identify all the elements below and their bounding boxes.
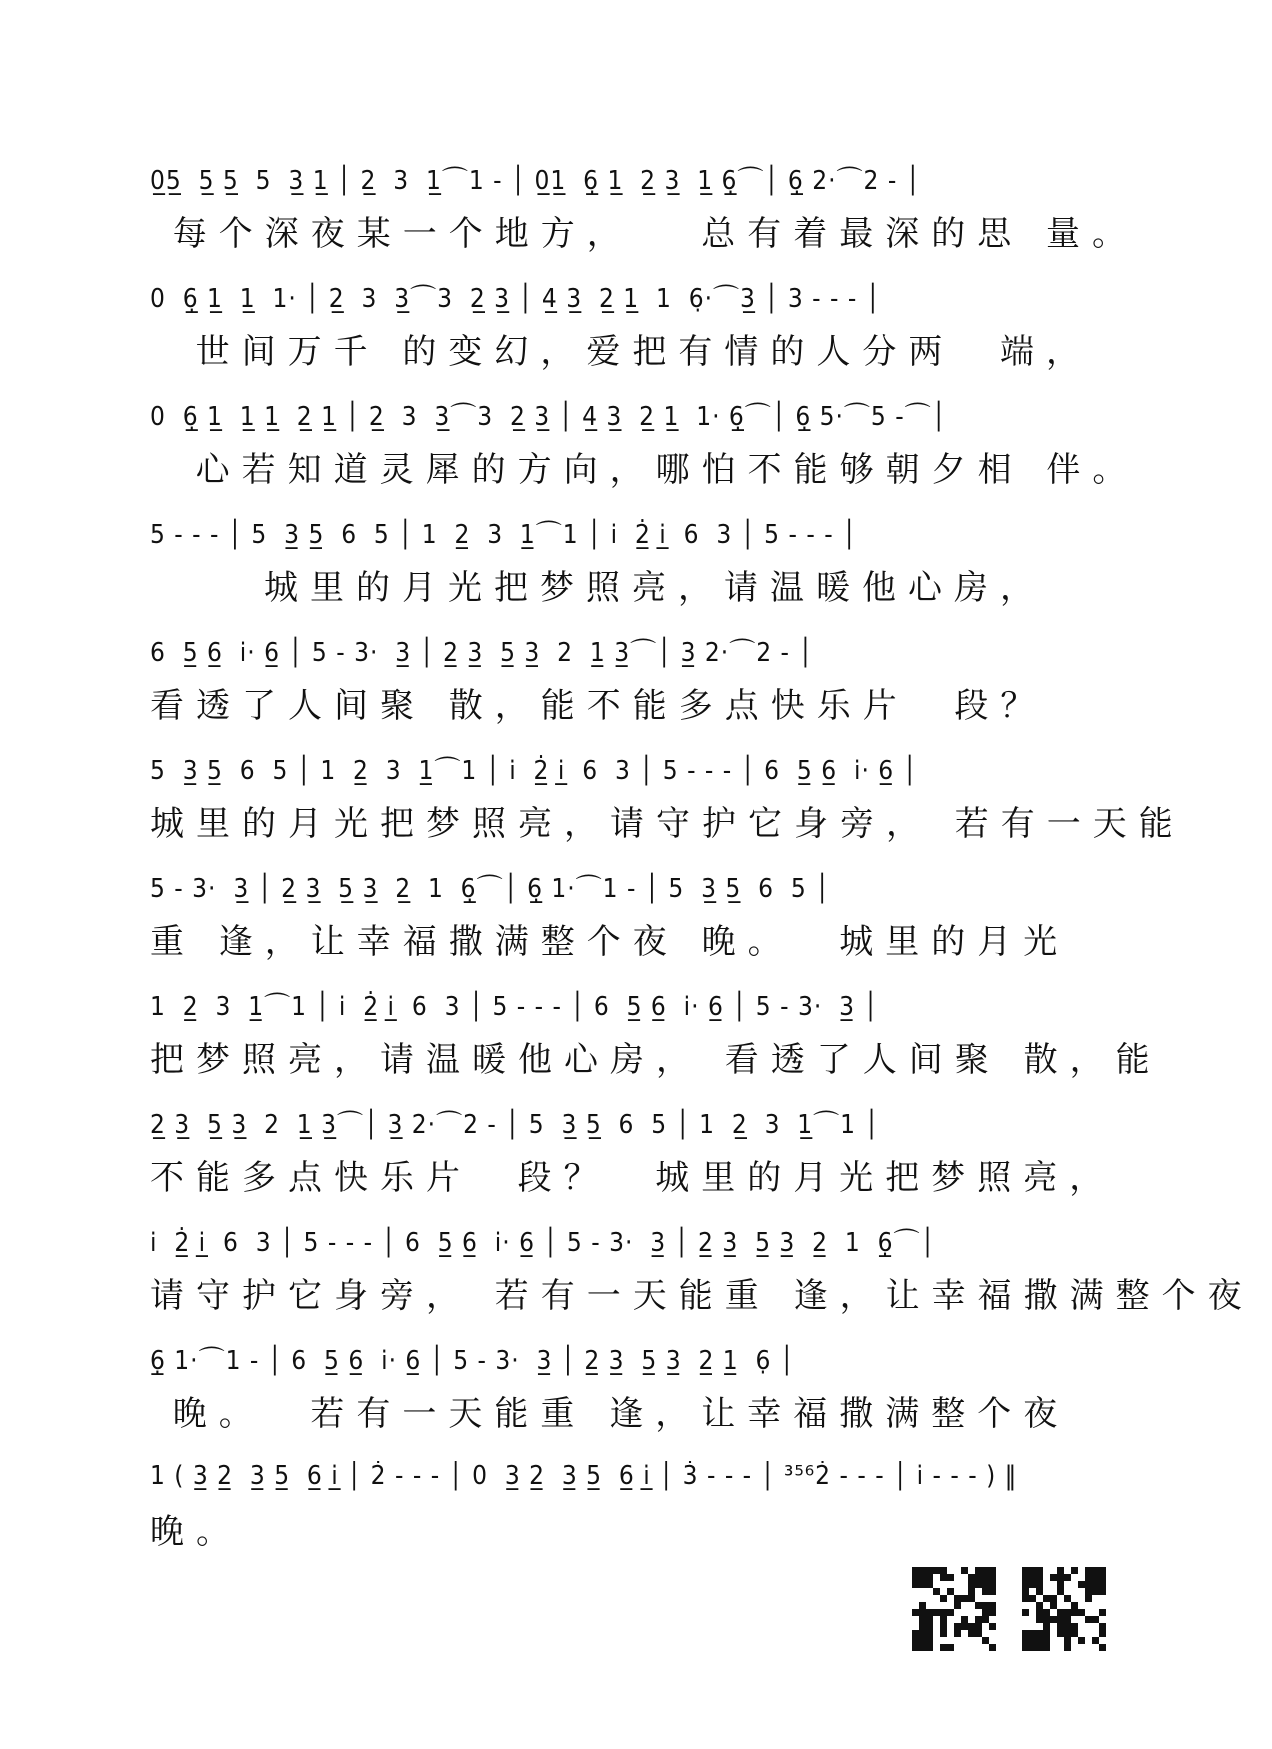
notation-line-9: [150, 1102, 1130, 1142]
score-system-4: [150, 504, 1130, 622]
lyrics-line-2: 世间万千 的变幻，爱把有情的人分两 端，: [150, 332, 1093, 372]
score-system-7: [150, 858, 1130, 976]
notation-text: 5 3̲ 5̲ 6 5 │ 1 2̲ 3 1̲⌒1 │ i̇ 2̲̇ i̲̇ 6 3 │ 5 - - - │ 6 5̲ 6̲ i̇· 6̲ │: [150, 755, 918, 786]
lyrics-line-1: 每个深夜某一个地方， 总有着最深的思 量。: [150, 214, 1139, 254]
score-system-6: [150, 740, 1185, 858]
score-system-8: [150, 976, 1162, 1094]
lyrics-line-4: 城里的月光把梦照亮，请温暖他心房，: [150, 568, 1047, 608]
notation-text: 6 5̲ 6̲ i̇· 6̲ │ 5 - 3· 3̲ │ 2̲ 3̲ 5̲ 3̲ 2 1̲ 3̲⌒│ 3̲ 2·⌒2 - │: [150, 637, 814, 668]
notation-line-3: [150, 394, 1130, 434]
notation-line-7: [150, 866, 1130, 906]
lyrics-line-9: 不能多点快乐片 段？ 城里的月光把梦照亮，: [150, 1158, 1116, 1198]
notation-text: 0 6̣̲ 1̲ 1̲ 1· │ 2̲ 3 3̲⌒3 2̲ 3̲ │ 4̲ 3̲ 2̲ 1̲ 1 6̣·⌒3̲ │ 3 - - - │: [150, 283, 881, 314]
notation-line-4: [150, 512, 1130, 552]
lyrics-line-12: 晚。: [150, 1512, 242, 1552]
notation-line-10: [150, 1220, 1130, 1260]
notation-line-8: [150, 984, 1130, 1024]
notation-line-5: [150, 630, 1130, 670]
score-system-2: [150, 268, 1130, 386]
notation-line-2: [150, 276, 1130, 316]
notation-text: 2̲ 3̲ 5̲ 3̲ 2 1̲ 3̲⌒│ 3̲ 2·⌒2 - │ 5 3̲ 5̲ 6 5 │ 1 2̲ 3 1̲⌒1 │: [150, 1109, 880, 1140]
score-system-9: [150, 1094, 1130, 1212]
qr-code-left: [912, 1567, 996, 1651]
notation-line-11: [150, 1338, 1130, 1378]
score-sheet: [150, 150, 1254, 1566]
notation-text: 0 6̣̲ 1̲ 1̲ 1̲ 2̲ 1̲ │ 2̲ 3 3̲⌒3 2̲ 3̲ │ 4̲ 3̲ 2̲ 1̲ 1· 6̣̲⌒│ 6̣̲ 5·⌒5 -⌒│: [150, 401, 947, 432]
lyrics-line-6: 城里的月光把梦照亮，请守护它身旁， 若有一天能: [150, 804, 1185, 844]
notation-line-12: [150, 1456, 1130, 1496]
qr-code-icon: [912, 1567, 996, 1651]
score-system-5: [150, 622, 1130, 740]
score-system-1: [150, 150, 1139, 268]
qr-code-right: [1022, 1567, 1106, 1651]
lyrics-line-8: 把梦照亮，请温暖他心房， 看透了人间聚 散，能: [150, 1040, 1162, 1080]
notation-text: 6̣̲ 1·⌒1 - │ 6 5̲ 6̲ i̇· 6̲ │ 5 - 3· 3̲ │ 2̲ 3̲ 5̲ 3̲ 2̲ 1̲ 6̣ │: [150, 1345, 795, 1376]
score-system-10: [150, 1212, 1254, 1330]
lyrics-line-3: 心若知道灵犀的方向，哪怕不能够朝夕相 伴。: [150, 450, 1139, 490]
notation-text: i̇ 2̲̇ i̲̇ 6 3 │ 5 - - - │ 6 5̲ 6̲ i̇· 6̲ │ 5 - 3· 3̲ │ 2̲ 3̲ 5̲ 3̲ 2̲ 1 6̣̲⌒│: [150, 1227, 936, 1258]
notation-text: 5 - 3· 3̲ │ 2̲ 3̲ 5̲ 3̲ 2̲ 1 6̣̲⌒│ 6̣̲ 1·⌒1 - │ 5 3̲ 5̲ 6 5 │: [150, 873, 831, 904]
notation-line-1: [150, 158, 1130, 198]
score-system-3: [150, 386, 1139, 504]
lyrics-line-5: 看透了人间聚 散，能不能多点快乐片 段？: [150, 686, 1047, 726]
lyrics-line-11: 晚。 若有一天能重 逢，让幸福撒满整个夜: [150, 1394, 1070, 1434]
score-system-11: [150, 1330, 1130, 1448]
notation-text: 0̲5̲ 5̲ 5̲ 5 3̲ 1̲ │ 2̲ 3 1̲⌒1 - │ 0̲1̲ 6̣̲ 1̲ 2̲ 3̲ 1̲ 6̣̲⌒│ 6̣̲ 2·⌒2 - │: [150, 165, 921, 196]
notation-text: 1 2̲ 3 1̲⌒1 │ i̇ 2̲̇ i̲̇ 6 3 │ 5 - - - │ 6 5̲ 6̲ i̇· 6̲ │ 5 - 3· 3̲ │: [150, 991, 879, 1022]
lyrics-line-7: 重 逢，让幸福撒满整个夜 晚。 城里的月光: [150, 922, 1070, 962]
notation-text: 5 - - - │ 5 3̲ 5̲ 6 5 │ 1 2̲ 3 1̲⌒1 │ i̇ 2̲̇ i̲̇ 6 3 │ 5 - - - │: [150, 519, 858, 550]
notation-text: 1 ( 3̲ 2̲ 3̲ 5̲ 6̲ i̲̇ │ 2̇ - - - │ 0 3̲ 2̲ 3̲ 5̲ 6̲ i̲̇ │ 3̇ - - - │ ³⁵⁶2̇ - - - │ i̇ - - - ) ‖: [150, 1461, 1018, 1491]
score-system-12: [150, 1448, 1130, 1566]
notation-line-6: [150, 748, 1130, 788]
qr-code-icon: [1022, 1567, 1106, 1651]
lyrics-line-10: 请守护它身旁， 若有一天能重 逢，让幸福撒满整个夜: [150, 1276, 1254, 1316]
